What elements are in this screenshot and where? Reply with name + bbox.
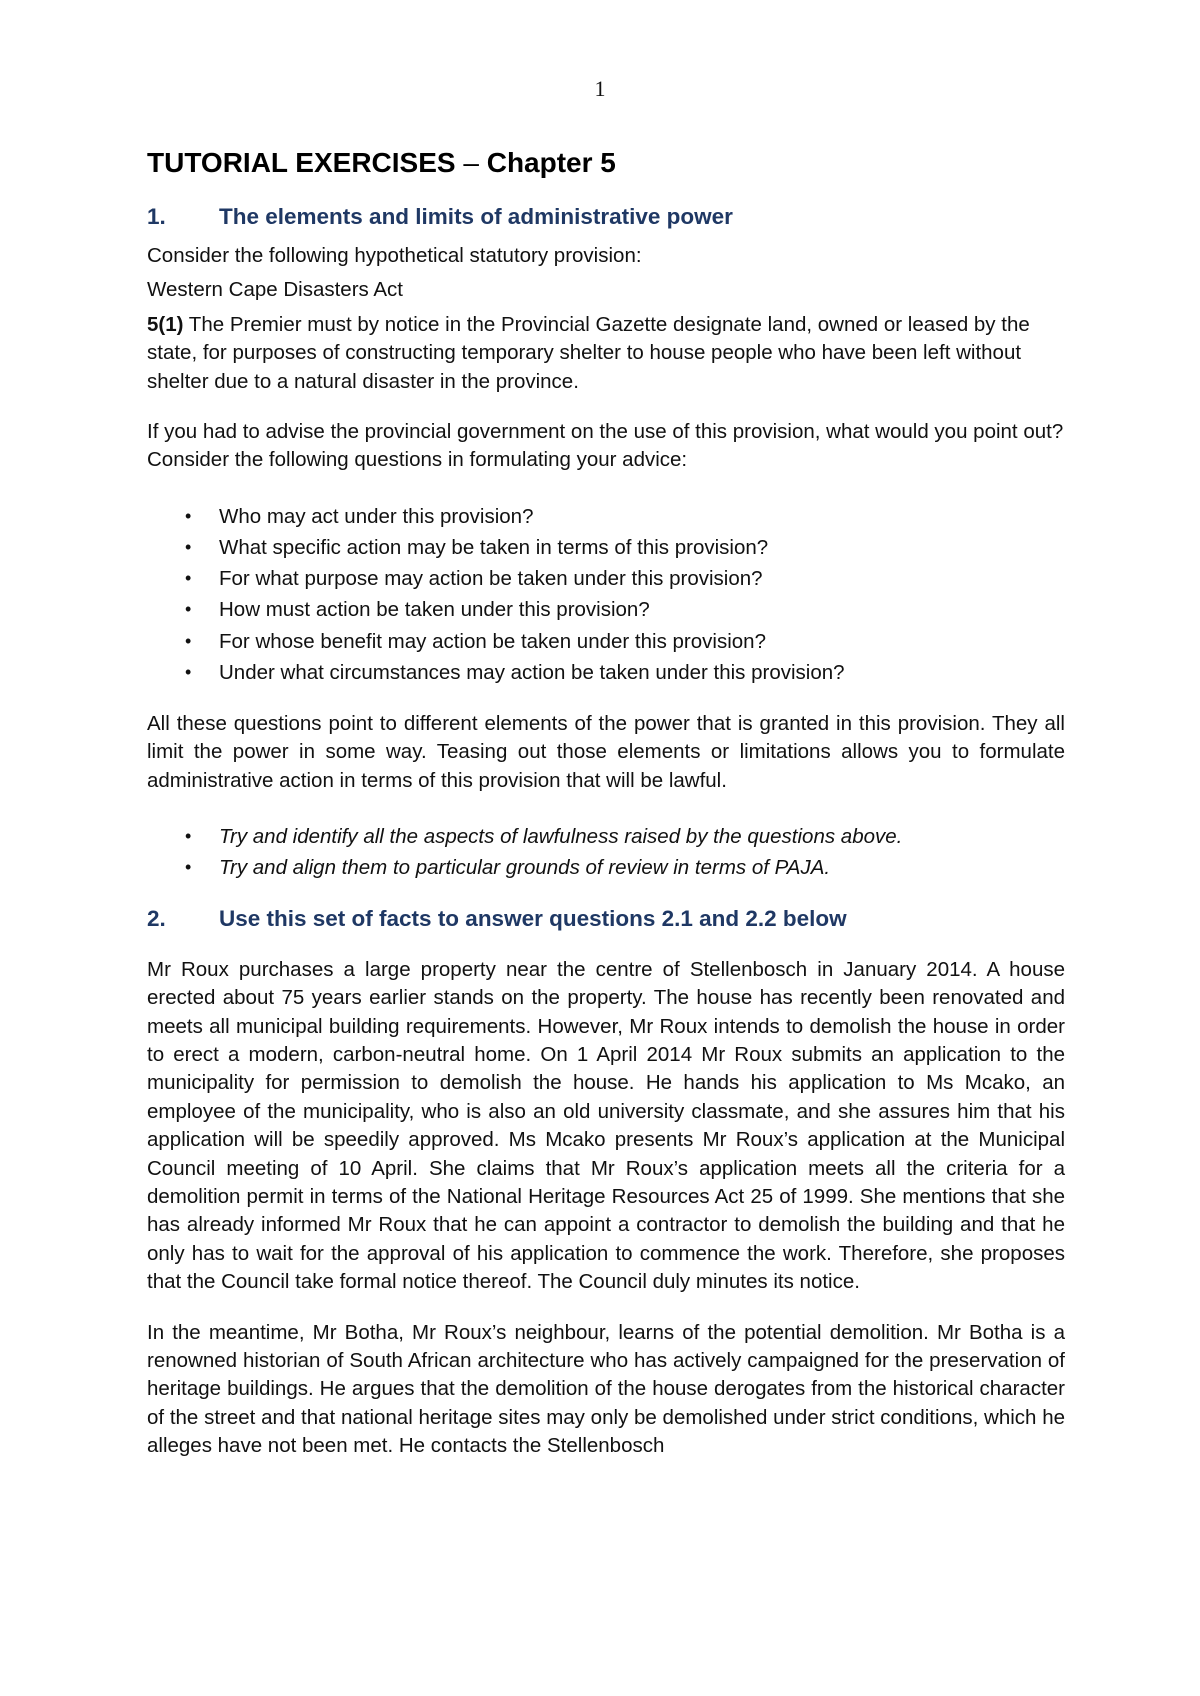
bullet-icon: •	[185, 568, 192, 589]
section-2-number: 2.	[147, 905, 166, 931]
summary-paragraph: All these questions point to different elements of the power that is granted in this provision. They all limit the power in some way. Teasing out those elements or limitations allows you to formulate administrative action in terms of this provision that will be lawful.	[147, 712, 1065, 792]
page-number: 1	[594, 76, 606, 101]
list-item: • Under what circumstances may action be taken under this provision?	[147, 657, 1065, 688]
document-content	[147, 146, 1065, 1461]
list-item: • Try and align them to particular grounds of review in terms of PAJA.	[147, 852, 1065, 883]
bullet-icon: •	[185, 537, 192, 558]
bullet-icon: •	[185, 661, 192, 682]
provision-paragraph	[147, 311, 1065, 396]
bullet-icon: •	[185, 826, 192, 847]
advice-prompt: If you had to advise the provincial government on the use of this provision, what would you point out? Consider the following questions in formulating your advice:	[147, 420, 1064, 472]
act-name: Western Cape Disasters Act	[147, 278, 403, 302]
facts-paragraph-2: In the meantime, Mr Botha, Mr Roux’s neighbour, learns of the potential demolition. Mr Botha is a renowned historian of South African architecture who has actively campaigned for the preservation of heritage buildings. He argues that the demolition of the house derogates from the historical character of the street and that national heritage sites may only be demolished under strict conditions, which he alleges have not been met. He contacts the Stellenbosch	[147, 1320, 1065, 1458]
list-item: • For what purpose may action be taken under this provision?	[147, 563, 1065, 594]
section-1-title: The elements and limits of administrative power	[219, 204, 733, 229]
list-item: • Who may act under this provision?	[147, 501, 1065, 532]
list-item: • How must action be taken under this provision?	[147, 594, 1065, 625]
title-prefix: TUTORIAL EXERCISES	[147, 147, 456, 178]
section-2-title: Use this set of facts to answer questions 2.1 and 2.2 below	[219, 905, 847, 931]
title-chapter: Chapter 5	[486, 147, 616, 178]
list-item: • For whose benefit may action be taken under this provision?	[147, 626, 1065, 657]
tasks-list	[147, 821, 1065, 883]
bullet-icon: •	[185, 599, 192, 620]
section-1-heading	[147, 202, 1065, 232]
section-1-number: 1.	[147, 204, 166, 229]
provision-label: 5(1)	[147, 312, 184, 336]
bullet-icon: •	[185, 630, 192, 651]
title-dash: –	[455, 147, 487, 178]
list-item: • Try and identify all the aspects of lawfulness raised by the questions above.	[147, 821, 1065, 852]
provision-text: The Premier must by notice in the Provincial Gazette designate land, owned or leased by the state, for purposes of constructing temporary shelter to house people who have been left without shelter due to a natural disaster in the province.	[147, 312, 1030, 393]
questions-list	[147, 501, 1065, 688]
list-item: • What specific action may be taken in terms of this provision?	[147, 532, 1065, 563]
bullet-icon: •	[185, 505, 192, 526]
bullet-icon: •	[185, 857, 192, 878]
section-2-heading	[147, 904, 1065, 934]
facts-paragraph-1: Mr Roux purchases a large property near the centre of Stellenbosch in January 2014. A house erected about 75 years earlier stands on the property. The house has recently been renovated and meets all municipal building requirements. However, Mr Roux intends to demolish the house in order to erect a modern, carbon-neutral home. On 1 April 2014 Mr Roux submits an application to the municipality for permission to demolish the house. He hands his application to Ms Mcako, an employee of the municipality, who is also an old university classmate, and she assures him that his application will be speedily approved. Ms Mcako presents Mr Roux’s application at the Municipal Council meeting of 10 April. She claims that Mr Roux’s application meets all the criteria for a demolition permit in terms of the National Heritage Resources Act 25 of 1999. She mentions that she has already informed Mr Roux that he can appoint a contractor to demolish the building and that he only has to wait for the approval of his application to commence the work. Therefore, she proposes that the Council take formal notice thereof. The Council duly minutes its notice.	[147, 957, 1065, 1294]
section-1-intro: Consider the following hypothetical statutory provision:	[147, 244, 642, 267]
document-title	[147, 146, 1065, 180]
